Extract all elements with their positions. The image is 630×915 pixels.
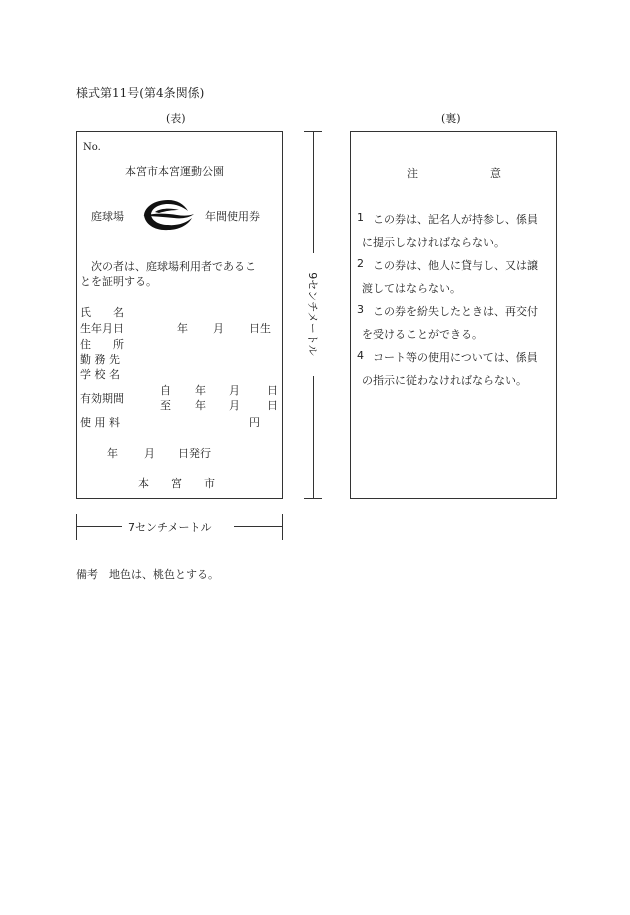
birthdate-field-label: 生年月日 (80, 322, 124, 335)
birth-year-unit: 年 (177, 322, 188, 335)
note-2-line-2: 渡してはならない。 (362, 282, 461, 295)
note-2-number: 2 (357, 257, 364, 270)
note-1-line-1: この券は、記名人が持参し、係員 (373, 213, 538, 226)
back-card (350, 131, 557, 499)
front-card (76, 131, 283, 499)
note-4-number: 4 (357, 349, 364, 362)
validity-to-label: 至 (160, 399, 171, 412)
issuer-name: 本宮市本宮運動公園 (125, 165, 224, 178)
validity-field-label: 有効期間 (80, 392, 124, 405)
school-field-label: 学 校 名 (80, 368, 120, 381)
certification-line-1: 次の者は、庭球場利用者であるこ (91, 260, 256, 273)
fee-yen-unit: 円 (249, 416, 260, 429)
note-2-line-1: この券は、他人に貸与し、又は譲 (373, 259, 538, 272)
width-dimension-left-tick (76, 514, 77, 540)
width-dimension-line-left (76, 526, 122, 527)
validity-from-label: 自 (160, 384, 171, 397)
note-1-line-2: に提示しなければならない。 (362, 236, 505, 249)
serial-number-label: No. (83, 142, 101, 153)
height-dimension-line-lower (313, 376, 314, 499)
pass-type-label: 年間使用券 (205, 210, 260, 223)
notice-heading-right: 意 (490, 167, 501, 180)
width-dimension-label: 7センチメートル (128, 521, 212, 534)
name-field-label: 氏 名 (80, 306, 124, 319)
note-1-number: 1 (357, 211, 364, 224)
city-emblem-icon (141, 198, 195, 232)
birth-day-unit: 日生 (249, 322, 271, 335)
back-label: (裏) (441, 112, 461, 125)
form-title: 様式第11号(第4条関係) (76, 86, 205, 100)
birth-month-unit: 月 (213, 322, 224, 335)
validity-to-day: 日 (267, 399, 278, 412)
validity-to-month: 月 (229, 399, 240, 412)
height-dimension-label: 9センチメートル (306, 272, 319, 356)
fee-field-label: 使 用 料 (80, 416, 120, 429)
issue-day-label: 日発行 (178, 447, 211, 460)
note-3-line-1: この券を紛失したときは、再交付 (373, 305, 538, 318)
note-4-line-1: コート等の使用については、係員 (373, 351, 538, 364)
front-label: (表) (166, 112, 186, 125)
certification-line-2: とを証明する。 (80, 275, 157, 288)
issue-month-unit: 月 (144, 447, 155, 460)
note-3-line-2: を受けることができる。 (362, 328, 483, 341)
address-field-label: 住 所 (80, 338, 124, 351)
validity-from-year: 年 (195, 384, 206, 397)
width-dimension-right-tick (282, 514, 283, 540)
issuer-city: 本 宮 市 (138, 477, 215, 490)
note-4-line-2: の指示に従わなければならない。 (362, 374, 527, 387)
validity-from-day: 日 (267, 384, 278, 397)
validity-from-month: 月 (229, 384, 240, 397)
validity-to-year: 年 (195, 399, 206, 412)
issue-year-unit: 年 (107, 447, 118, 460)
facility-label: 庭球場 (91, 210, 124, 223)
height-dimension-line-upper (313, 131, 314, 253)
remarks-note: 備考 地色は、桃色とする。 (76, 568, 219, 581)
workplace-field-label: 勤 務 先 (80, 353, 120, 366)
notice-heading-left: 注 (407, 167, 418, 180)
width-dimension-line-right (234, 526, 283, 527)
note-3-number: 3 (357, 303, 364, 316)
